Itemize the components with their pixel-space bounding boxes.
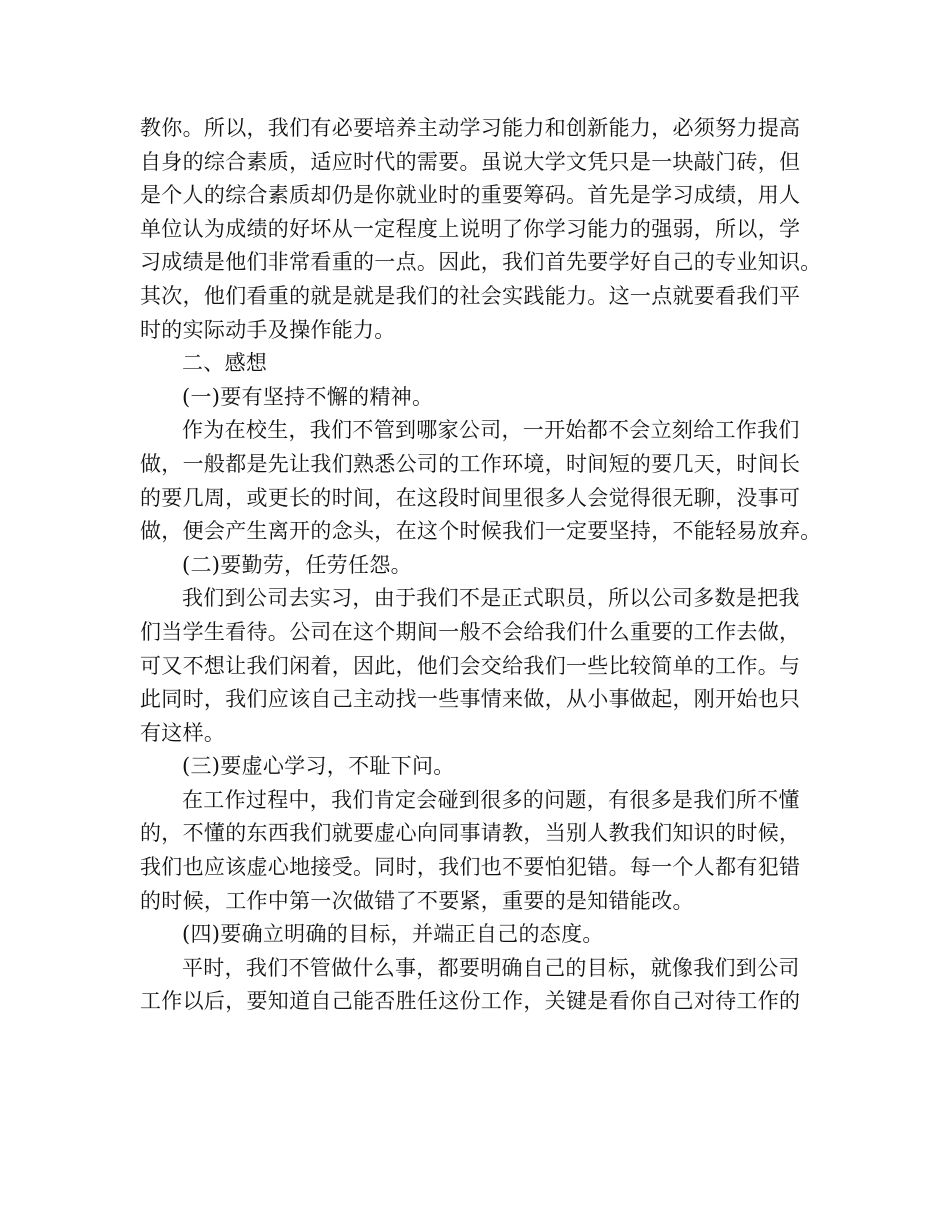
text-line: (二)要勤劳，任劳任怨。 xyxy=(182,552,412,577)
text-line: (一)要有坚持不懈的精神。 xyxy=(182,384,434,409)
text-line: 作为在校生，我们不管到哪家公司，一开始都不会立刻给工作我们 xyxy=(182,418,800,443)
text-line: 可又不想让我们闲着，因此，他们会交给我们一些比较简单的工作。与 xyxy=(140,653,801,678)
text-line: 的时候，工作中第一次做错了不要紧，重要的是知错能改。 xyxy=(140,888,694,913)
text-line: 做，一般都是先让我们熟悉公司的工作环境，时间短的要几天，时间长 xyxy=(140,451,801,476)
text-line: 我们也应该虚心地接受。同时，我们也不要怕犯错。每一个人都有犯错 xyxy=(140,855,801,880)
text-line: 在工作过程中，我们肯定会碰到很多的问题，有很多是我们所不懂 xyxy=(182,787,800,812)
text-line: 做，便会产生离开的念头，在这个时候我们一定要坚持，不能轻易放弃。 xyxy=(140,519,822,544)
text-line: 此同时，我们应该自己主动找一些事情来做，从小事做起，刚开始也只 xyxy=(140,687,801,712)
text-line: 其次，他们看重的就是就是我们的社会实践能力。这一点就要看我们平 xyxy=(140,283,801,308)
text-line: 是个人的综合素质却仍是你就业时的重要筹码。首先是学习成绩，用人 xyxy=(140,183,801,208)
text-line: 们当学生看待。公司在这个期间一般不会给我们什么重要的工作去做， xyxy=(140,619,801,644)
text-line: 平时，我们不管做什么事，都要明确自己的目标，就像我们到公司 xyxy=(182,955,800,980)
text-line: (三)要虚心学习，不耻下问。 xyxy=(182,754,455,779)
text-line: 我们到公司去实习，由于我们不是正式职员，所以公司多数是把我 xyxy=(182,586,800,611)
text-line: 的要几周，或更长的时间，在这段时间里很多人会觉得很无聊，没事可 xyxy=(140,485,801,510)
text-line: 的，不懂的东西我们就要虚心向同事请教，当别人教我们知识的时候， xyxy=(140,821,801,846)
text-line: 二、感想 xyxy=(182,351,268,376)
text-line: 单位认为成绩的好坏从一定程度上说明了你学习能力的强弱，所以，学 xyxy=(140,216,801,241)
text-line: 有这样。 xyxy=(140,720,226,745)
text-line: 工作以后，要知道自己能否胜任这份工作，关键是看你自己对待工作的 xyxy=(140,989,801,1014)
text-line: (四)要确立明确的目标，并端正自己的态度。 xyxy=(182,922,604,947)
text-line: 习成绩是他们非常看重的一点。因此，我们首先要学好自己的专业知识。 xyxy=(140,250,822,275)
text-line: 自身的综合素质，适应时代的需要。虽说大学文凭只是一块敲门砖，但 xyxy=(140,149,801,174)
text-line: 教你。所以，我们有必要培养主动学习能力和创新能力，必须努力提高 xyxy=(140,116,801,140)
document-body xyxy=(140,112,822,1019)
text-line: 时的实际动手及操作能力。 xyxy=(140,317,396,342)
